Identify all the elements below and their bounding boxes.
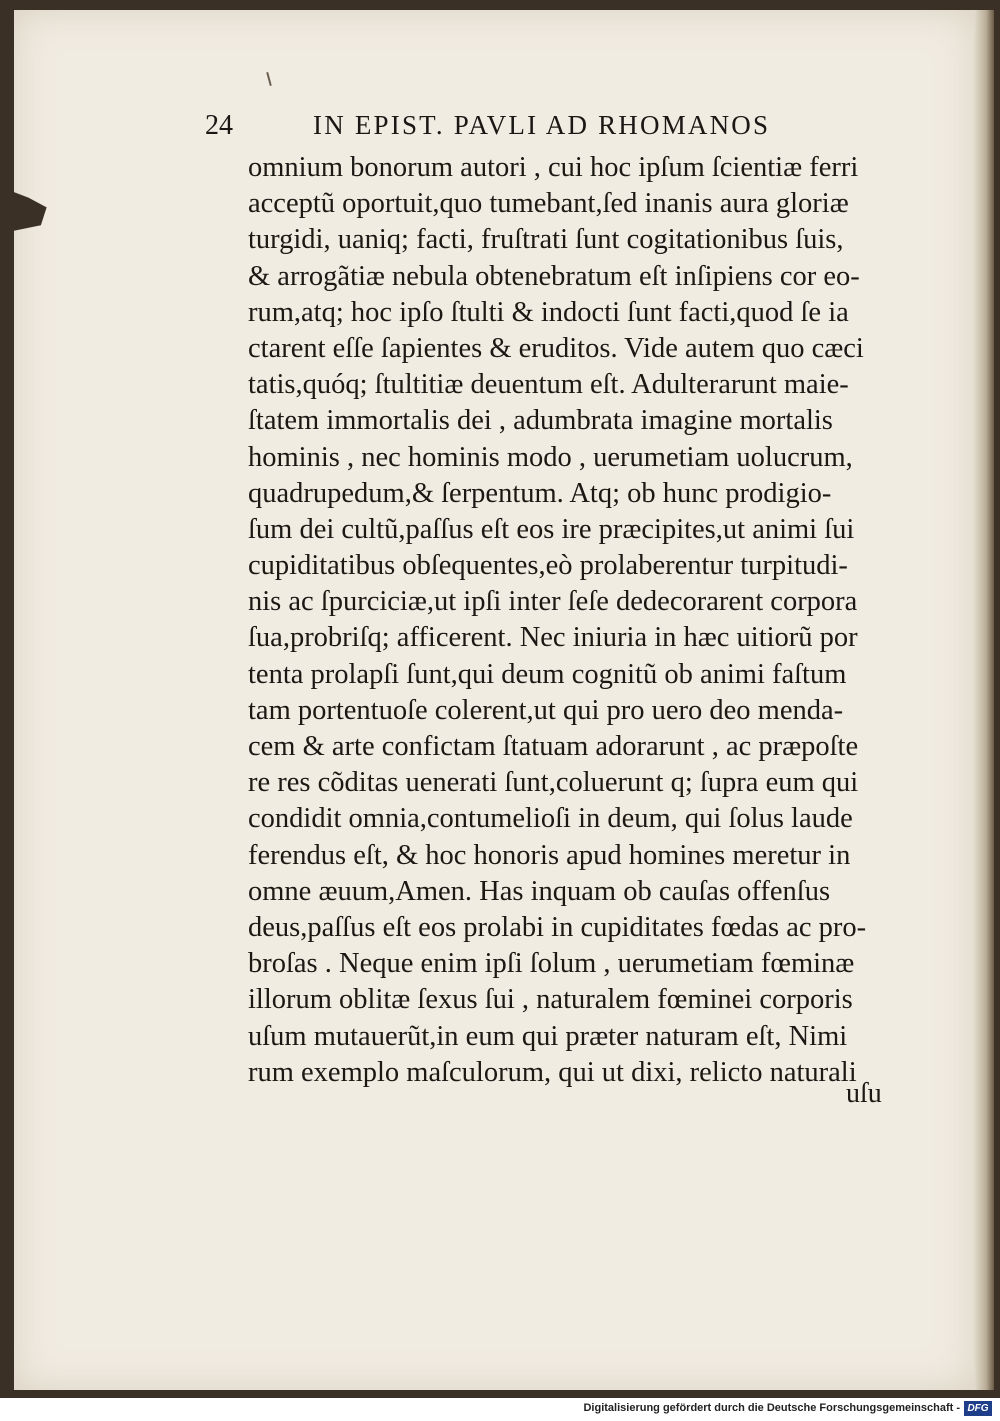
page-header [205, 106, 845, 146]
text-line: broſas . Neque enim ipſi ſolum , uerumetiam fœminæ [248, 948, 855, 980]
text-line: cupiditatibus obſequentes,eò prolaberentur turpitudi- [248, 550, 848, 582]
text-line: rum exemplo maſculorum, qui ut dixi, relicto naturali [248, 1056, 857, 1088]
text-line: omne æuum,Amen. Has inquam ob cauſas offenſus [248, 875, 831, 907]
text-line: tenta prolapſi ſunt,qui deum cognitũ ob animi faſtum [248, 658, 847, 690]
text-line: acceptũ oportuit,quo tumebant,ſed inanis aura gloriæ [248, 188, 849, 220]
body-text [248, 150, 908, 1091]
text-line: ferendus eſt, & hoc honoris apud homines meretur in [248, 839, 851, 871]
text-line: hominis , nec hominis modo , uerumetiam uolucrum, [248, 441, 853, 473]
page-number: 24 [205, 110, 233, 141]
text-line: turgidi, uaniq; facti, fruſtrati ſunt cogitationibus ſuis, [248, 224, 844, 256]
dfg-logo: DFG [964, 1401, 992, 1416]
digitization-footer [0, 1398, 1000, 1421]
text-line: nis ac ſpurciciæ,ut ipſi inter ſeſe dedecorarent corpora [248, 586, 858, 618]
running-head: IN EPIST. PAVLI AD RHOMANOS [313, 110, 771, 140]
page-edge [974, 10, 994, 1390]
text-line: ctarent eſſe ſapientes & eruditos. Vide autem quo cæci [248, 332, 864, 364]
text-line: & arrogãtiæ nebula obtenebratum eſt inſipiens cor eo- [248, 260, 860, 292]
text-line: uſum mutauerũt,in eum qui præter naturam eſt, Nimi [248, 1020, 848, 1052]
text-line: illorum oblitæ ſexus ſui , naturalem fœminei corporis [248, 984, 853, 1016]
text-line: quadrupedum,& ſerpentum. Atq; ob hunc prodigio- [248, 477, 832, 509]
text-line: rum,atq; hoc ipſo ſtulti & indocti ſunt facti,quod ſe ia [248, 296, 849, 328]
text-line: deus,paſſus eſt eos prolabi in cupiditates fœdas ac pro- [248, 911, 867, 943]
text-line: tatis,quóq; ſtultitiæ deuentum eſt. Adulterarunt maie- [248, 369, 849, 401]
text-line: ſum dei cultũ,paſſus eſt eos ire præcipites,ut animi ſui [248, 513, 855, 545]
text-line: ſtatem immortalis dei , adumbrata imagine mortalis [248, 405, 833, 437]
footer-credit: Digitalisierung gefördert durch die Deutsche Forschungsgemeinschaft - [583, 1402, 960, 1414]
text-line: tam portentuoſe colerent,ut qui pro uero deo menda- [248, 694, 844, 726]
text-line: omnium bonorum autori , cui hoc ipſum ſcientiæ ferri [248, 152, 859, 183]
text-line: re res cõditas uenerati ſunt,coluerunt q; ſupra eum qui [248, 767, 859, 799]
text-line: condidit omnia,contumelioſi in deum, qui ſolus laude [248, 803, 853, 835]
catchword: uſu [846, 1078, 882, 1109]
text-line: cem & arte confictam ſtatuam adorarunt , ac præpoſte [248, 731, 859, 762]
text-line: ſua,probriſq; afficerent. Nec iniuria in hæc uitiorũ por [248, 622, 858, 654]
